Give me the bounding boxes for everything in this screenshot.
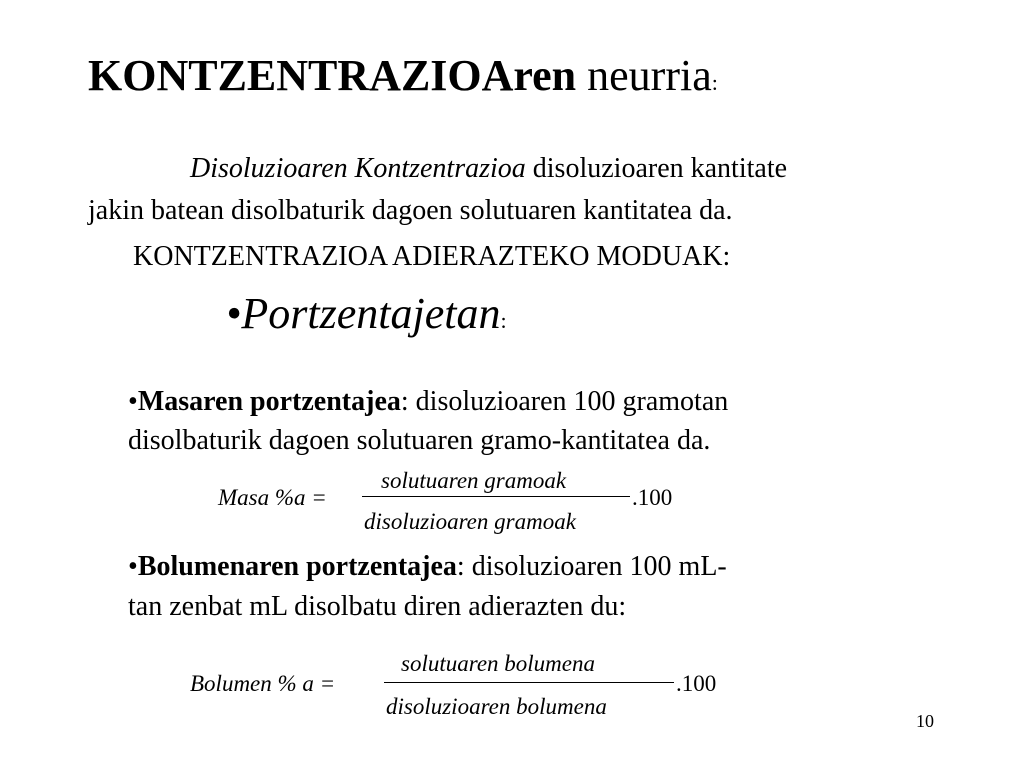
mass-fraction-bar	[362, 496, 630, 497]
mass-formula-numerator: solutuaren gramoak	[381, 468, 567, 493]
volume-percent-line-1	[128, 550, 727, 584]
percent-heading	[226, 288, 507, 347]
volume-formula-factor: .100	[676, 671, 717, 696]
volume-percent-line-2: tan zenbat mL disolbatu diren adierazten du:	[128, 591, 627, 622]
title-normal-part: neurria	[576, 51, 712, 100]
percent-heading-text: •Portzentajetan	[226, 289, 501, 338]
volume-percent-term: Bolumenaren portzentajea	[137, 551, 457, 582]
title-bold-part: KONTZENTRAZIOAren	[88, 51, 577, 100]
percent-heading-colon: :	[500, 308, 507, 333]
volume-formula-denominator: disoluzioaren bolumena	[386, 694, 607, 719]
mass-formula-denominator: disoluzioaren gramoak	[364, 509, 576, 534]
mass-formula-lhs: Masa %a =	[218, 485, 327, 510]
intro-line-1-rest: disoluzioaren kantitate	[525, 153, 788, 184]
volume-formula-numerator: solutuaren bolumena	[401, 651, 595, 676]
slide-title	[88, 48, 718, 111]
volume-bullet: •	[128, 551, 138, 582]
mass-percent-line-1-rest: : disoluzioaren 100 gramotan	[400, 386, 729, 417]
intro-term: Disoluzioaren Kontzentrazioa	[190, 153, 526, 184]
modes-heading: KONTZENTRAZIOA ADIERAZTEKO MODUAK:	[133, 241, 731, 272]
mass-percent-line-1	[128, 385, 728, 419]
volume-formula-lhs: Bolumen % a =	[190, 671, 336, 696]
volume-percent-line-1-rest: : disoluzioaren 100 mL-	[456, 551, 727, 582]
volume-fraction-bar	[384, 682, 674, 683]
page-number: 10	[916, 711, 934, 731]
intro-line-2: jakin batean disolbaturik dagoen solutuaren kantitatea da.	[88, 195, 733, 226]
mass-formula-factor: .100	[632, 485, 673, 510]
mass-percent-term: Masaren portzentajea	[137, 386, 401, 417]
intro-line-1	[190, 152, 787, 186]
title-colon: :	[711, 70, 718, 95]
mass-percent-line-2: disolbaturik dagoen solutuaren gramo-kantitatea da.	[128, 425, 711, 456]
mass-bullet: •	[128, 386, 138, 417]
